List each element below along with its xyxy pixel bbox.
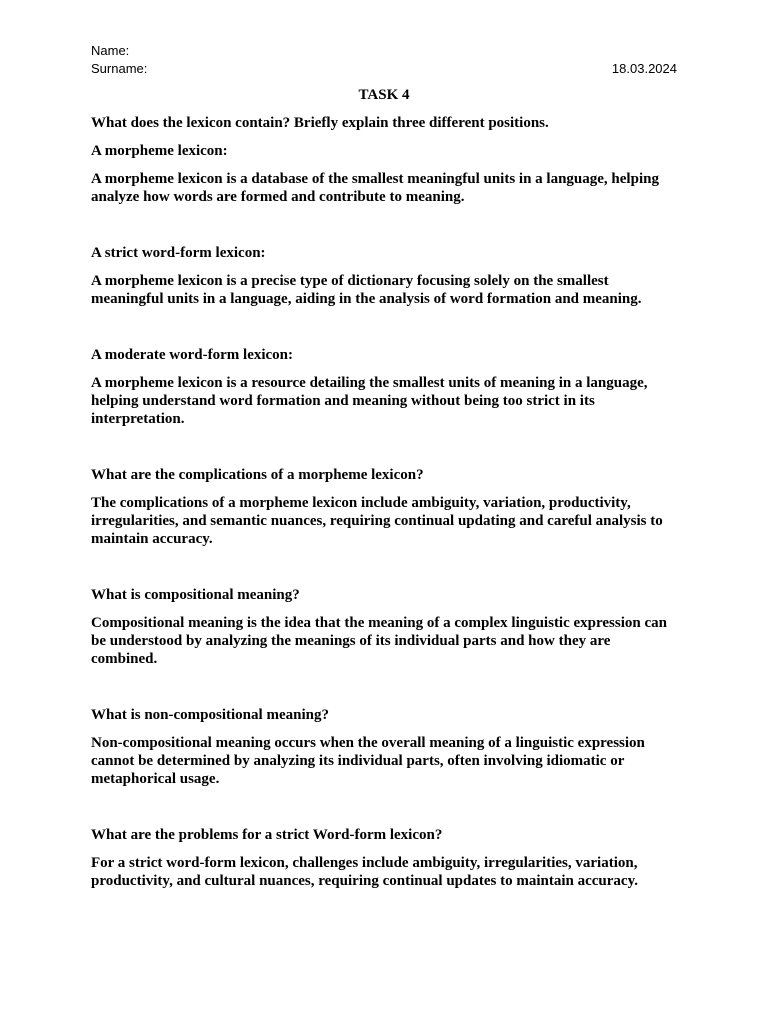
date-text: 18.03.2024 (611, 61, 677, 76)
position-heading: A moderate word-form lexicon: (91, 347, 294, 363)
answer-text: For a strict word-form lexicon, challenges include ambiguity, irregularities, variation, productivity, and cultural nuances, requiring continual updates to maintain accuracy. (91, 855, 639, 889)
answer-text: Non-compositional meaning occurs when the overall meaning of a linguistic expression cannot be determined by analyzing its individual parts, often involving idiomatic or metaphorical usage. (91, 735, 645, 787)
question-text: What are the problems for a strict Word-form lexicon? (91, 827, 443, 843)
position-heading: A strict word-form lexicon: (91, 245, 266, 261)
position-text: A morpheme lexicon is a database of the smallest meaningful units in a language, helping analyze how words are formed and contribute to meaning. (91, 171, 659, 205)
name-line (91, 43, 677, 58)
position-text: A morpheme lexicon is a precise type of dictionary focusing solely on the smallest meaningful units in a language, aiding in the analysis of word formation and meaning. (91, 273, 642, 307)
surname-label: Surname: (91, 61, 148, 76)
question-text: What is compositional meaning? (91, 587, 300, 603)
page-title: TASK 4 (358, 87, 410, 103)
question-text: What are the complications of a morpheme lexicon? (91, 467, 424, 483)
answer-text: The complications of a morpheme lexicon include ambiguity, variation, productivity, irregularities, and semantic nuances, requiring continual updating and careful analysis to maintain accuracy. (91, 495, 663, 547)
position-heading: A morpheme lexicon: (91, 143, 228, 159)
intro-question: What does the lexicon contain? Briefly explain three different positions. (91, 115, 549, 131)
surname-line (91, 61, 677, 76)
position-text: A morpheme lexicon is a resource detailing the smallest units of meaning in a language, helping understand word formation and meaning without being too strict in its interpretation. (91, 375, 648, 427)
document-body (91, 114, 677, 890)
answer-text: Compositional meaning is the idea that the meaning of a complex linguistic expression can be understood by analyzing the meanings of its individual parts and how they are combined. (91, 615, 667, 667)
question-text: What is non-compositional meaning? (91, 707, 329, 723)
name-label: Name: (91, 43, 130, 58)
